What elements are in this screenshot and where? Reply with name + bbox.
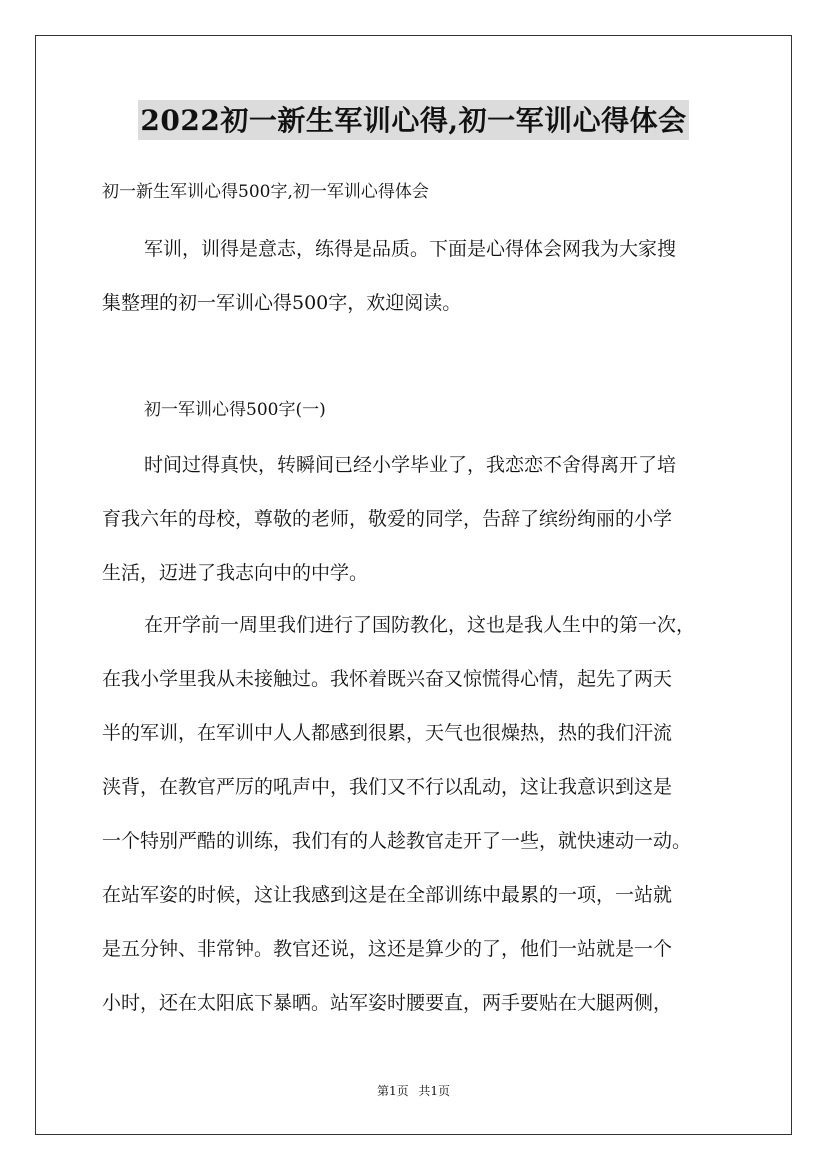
paragraph-line: 浃背，在教官严厉的吼声中，我们又不行以乱动，这让我意识到这是 <box>102 776 673 798</box>
paragraph-line: 是五分钟、非常钟。教官还说，这还是算少的了，他们一站就是一个 <box>102 938 673 960</box>
paragraph-line: 生活，迈进了我志向中的中学。 <box>102 562 369 584</box>
section-heading: 初一军训心得500字(一) <box>144 400 326 420</box>
paragraph-line: 半的军训，在军训中人人都感到很累，天气也很燥热，热的我们汗流 <box>102 722 673 744</box>
paragraph-line: 一个特别严酷的训练，我们有的人趁教官走开了一些，就快速动一动。 <box>102 830 692 852</box>
paragraph-line: 在我小学里我从未接触过。我怀着既兴奋又惊慌得心情，起先了两天 <box>102 668 673 690</box>
intro-line: 集整理的初一军训心得500字，欢迎阅读。 <box>102 292 462 314</box>
document-subtitle: 初一新生军训心得500字,初一军训心得体会 <box>102 182 429 202</box>
title-container <box>0 100 827 140</box>
document-title: 2022初一新生军训心得,初一军训心得体会 <box>138 100 688 140</box>
page-footer: 第1页 共1页 <box>376 1084 451 1098</box>
intro-line: 军训，训得是意志，练得是品质。下面是心得体会网我为大家搜 <box>144 238 677 260</box>
paragraph-line: 育我六年的母校，尊敬的老师，敬爱的同学，告辞了缤纷绚丽的小学 <box>102 508 673 530</box>
paragraph-line: 在站军姿的时候，这让我感到这是在全部训练中最累的一项，一站就 <box>102 884 673 906</box>
paragraph-2 <box>102 598 742 1030</box>
paragraph-line: 小时，还在太阳底下暴晒。站军姿时腰要直，两手要贴在大腿两侧， <box>102 992 673 1014</box>
paragraph-line: 时间过得真快，转瞬间已经小学毕业了，我恋恋不舍得离开了培 <box>144 454 677 476</box>
paragraph-1 <box>102 438 742 600</box>
intro-paragraph <box>102 222 742 330</box>
paragraph-line: 在开学前一周里我们进行了国防教化，这也是我人生中的第一次， <box>144 614 696 636</box>
